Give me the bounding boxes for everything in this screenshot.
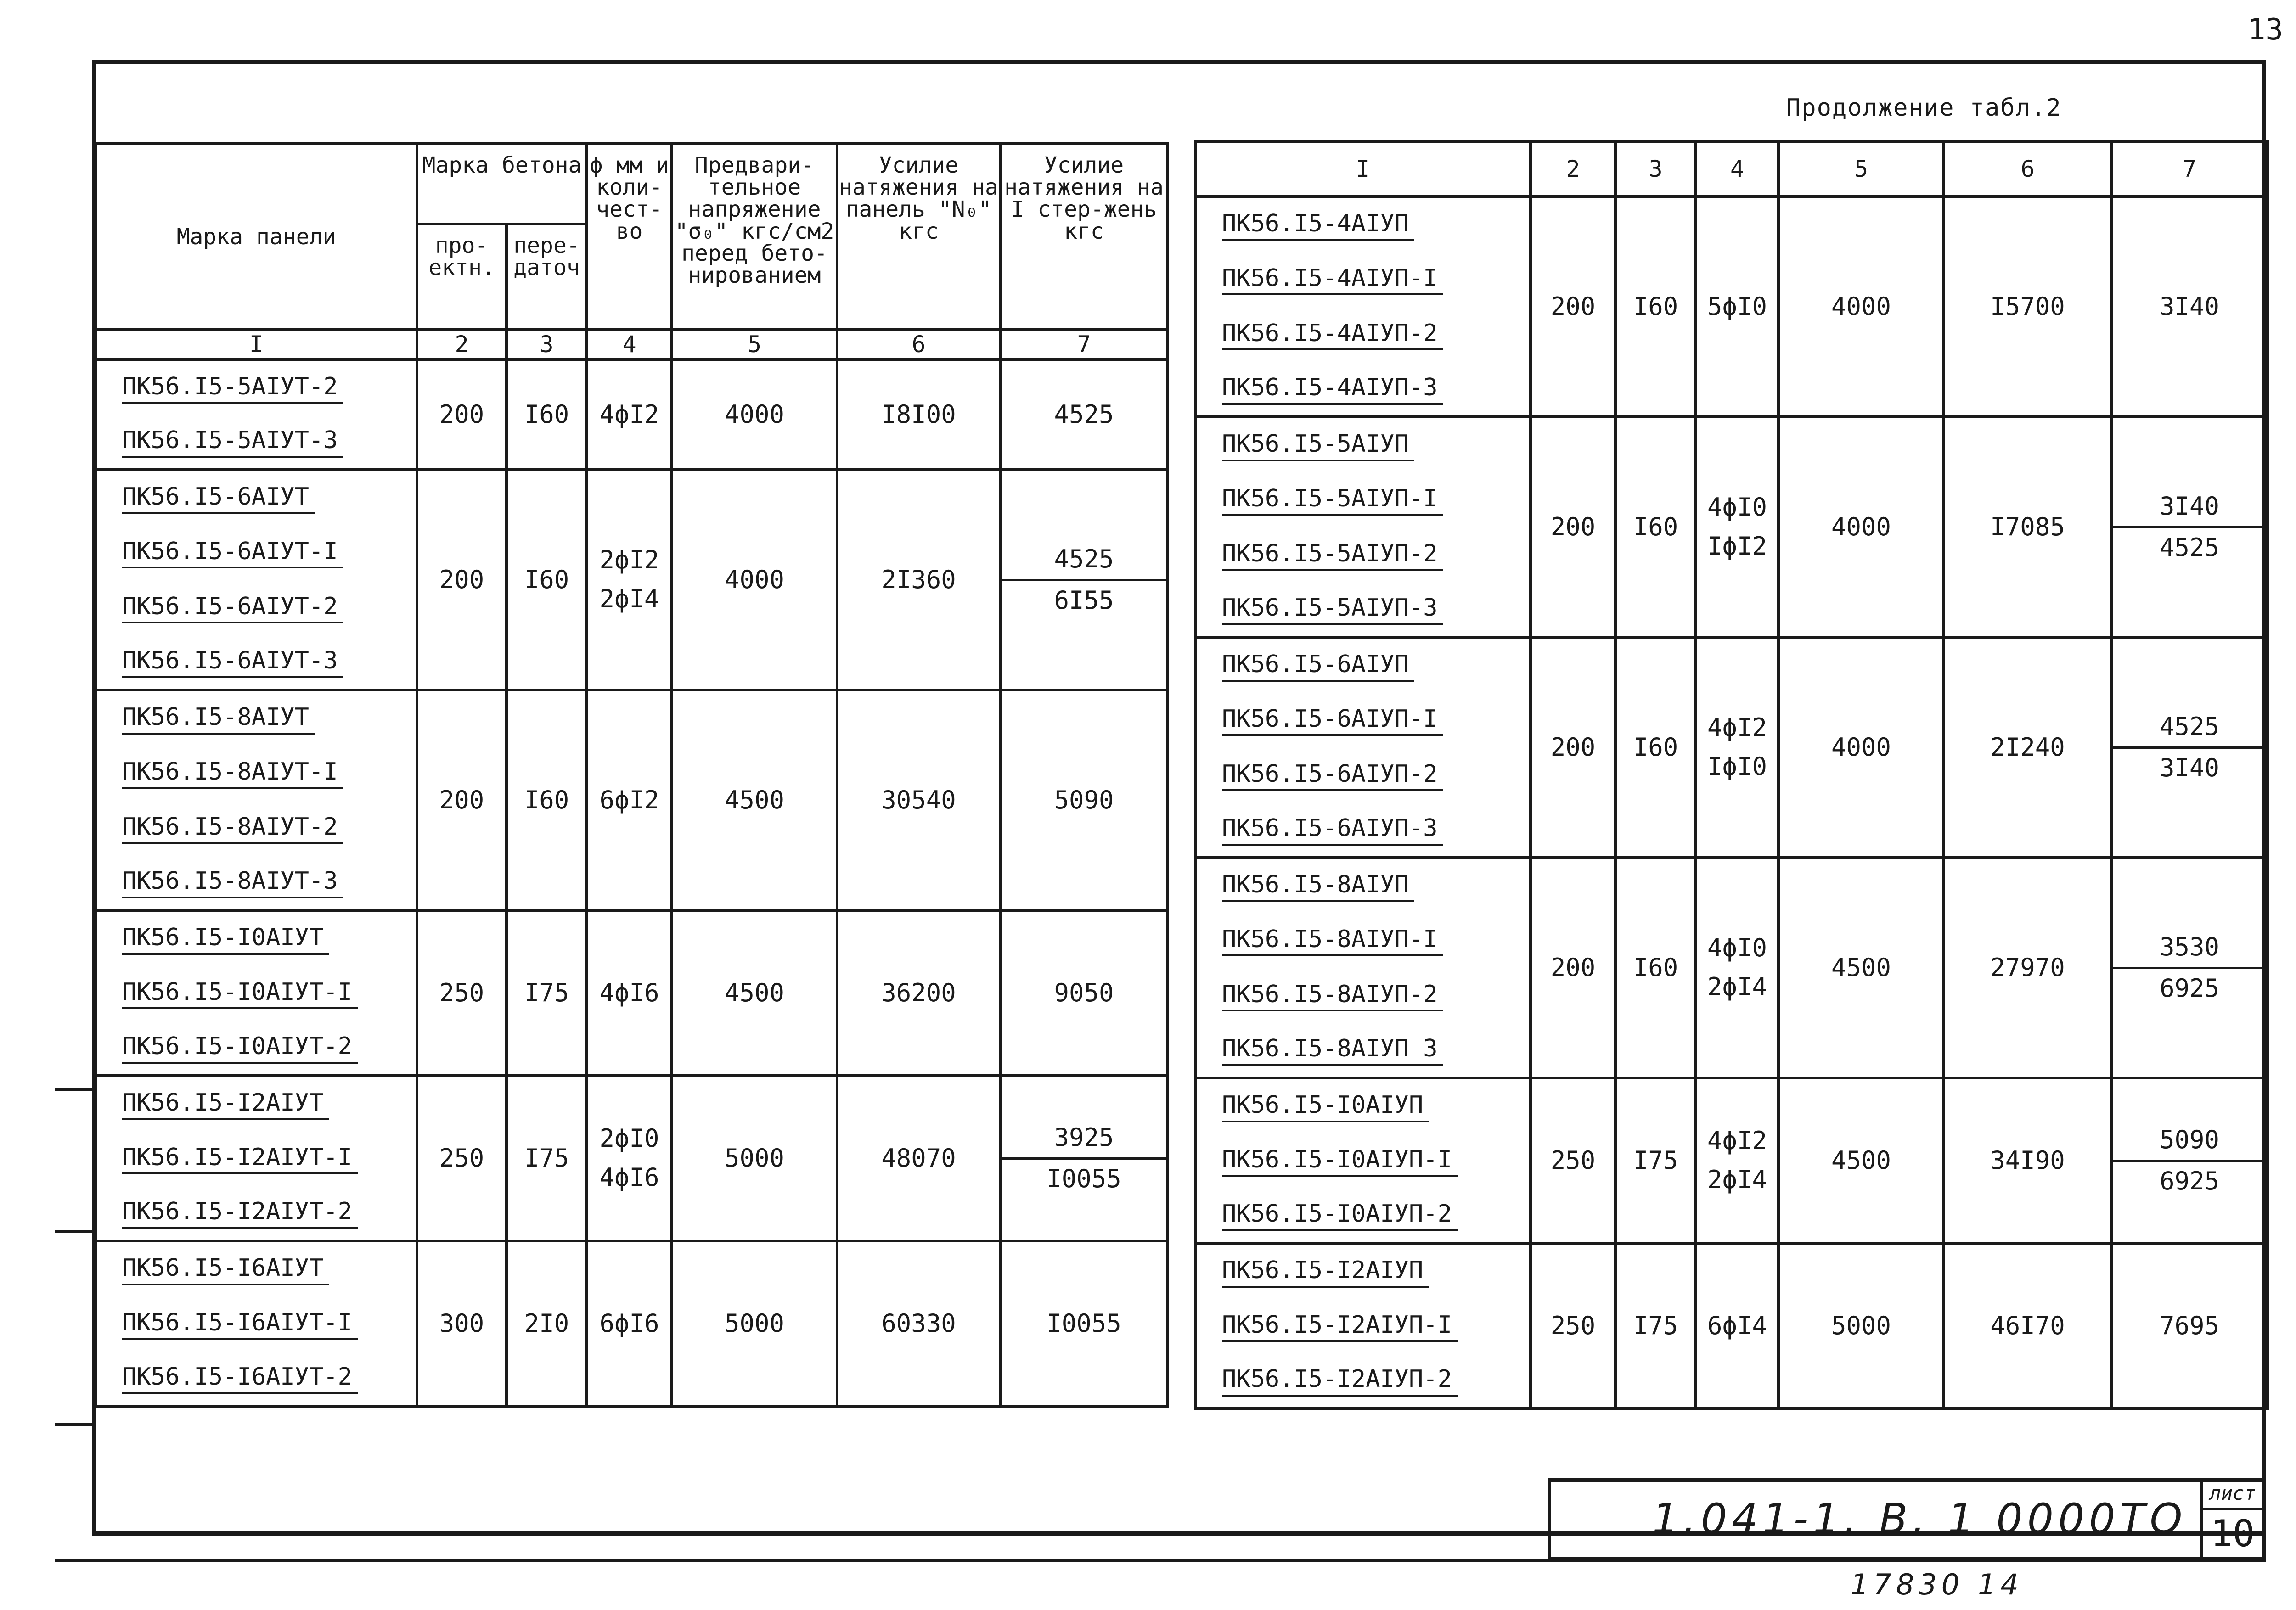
bar-diameter-cell-value: 2ϕI0 (599, 1124, 659, 1153)
table-row (96, 910, 1168, 965)
table-row (1195, 1243, 2268, 1298)
panel-mark-cell (1195, 472, 1531, 527)
panel-mark-cell (1195, 1243, 1531, 1298)
margin-tick (55, 1423, 96, 1426)
panel-force-cell: I5700 (1944, 196, 2111, 417)
panel-mark: ПК56.I5-I6АIУТ (122, 1253, 329, 1285)
panel-mark-cell (96, 359, 417, 415)
panel-mark-cell (1195, 968, 1531, 1023)
panel-mark-cell (1195, 1023, 1531, 1078)
table-row (96, 470, 1168, 525)
prestress-cell: 4000 (672, 470, 837, 690)
panel-mark: ПК56.I5-8АIУТ-3 (122, 866, 343, 898)
bar-diameter-cell (1696, 417, 1778, 637)
transfer-grade-cell: I75 (506, 1076, 587, 1241)
bar-diameter-cell (1696, 1078, 1778, 1243)
bar-force-cell (2111, 1078, 2268, 1243)
prestress-cell: 4500 (672, 690, 837, 910)
bar-diameter-cell (1696, 1243, 1778, 1408)
panel-mark-cell (96, 1186, 417, 1241)
col-number: 2 (417, 330, 506, 359)
panel-mark: ПК56.I5-6АIУП-2 (1222, 759, 1443, 791)
bar-force-cell (2111, 637, 2268, 858)
panel-mark-cell (1195, 637, 1531, 692)
panel-mark: ПК56.I5-I0АIУП-2 (1222, 1199, 1458, 1231)
prestress-cell: 4500 (1778, 858, 1944, 1078)
panel-mark-cell (1195, 362, 1531, 417)
panel-mark-cell (96, 635, 417, 690)
panel-mark-cell (1195, 252, 1531, 307)
title-stamp (1548, 1478, 2266, 1561)
continuation-title: Продолжение табл.2 (1786, 94, 2062, 122)
table-row (1195, 1078, 2268, 1133)
header-prestress: Предвари-тельное напряжение "σ₀" кгс/см2 перед бето-нированием (672, 144, 837, 330)
col-number: 4 (587, 330, 672, 359)
bar-force-cell-value: 3I40 (2113, 746, 2266, 788)
col-number: 5 (1778, 141, 1944, 196)
panel-mark-cell (1195, 582, 1531, 637)
transfer-grade-cell: I60 (1615, 196, 1696, 417)
panel-mark-cell (1195, 527, 1531, 582)
panel-mark-cell (96, 910, 417, 965)
panel-force-cell: 34I90 (1944, 1078, 2111, 1243)
bar-force-cell-value: 9050 (1054, 978, 1114, 1007)
panel-mark: ПК56.I5-8АIУП (1222, 870, 1414, 902)
bar-force-cell-value: 5090 (1054, 785, 1114, 814)
panel-force-cell: 48070 (837, 1076, 1000, 1241)
bar-force-cell (2111, 858, 2268, 1078)
bar-force-cell-value: 6I55 (1002, 579, 1166, 620)
panel-mark-cell (1195, 1078, 1531, 1133)
panel-mark-cell (96, 690, 417, 745)
footer-number: 17830 14 (1851, 1568, 2023, 1601)
bar-diameter-cell-value: IϕI2 (1707, 532, 1767, 561)
design-grade-cell: 200 (1531, 858, 1615, 1078)
panel-force-cell: 60330 (837, 1241, 1000, 1406)
bar-diameter-cell-value: IϕI0 (1707, 752, 1767, 781)
bar-diameter-cell-value: 5ϕI0 (1707, 292, 1767, 321)
bar-diameter-cell (587, 1241, 672, 1406)
bar-diameter-cell-value: 2ϕI2 (599, 545, 659, 575)
transfer-grade-cell: I60 (506, 359, 587, 470)
table-row (1195, 417, 2268, 472)
design-grade-cell: 250 (417, 910, 506, 1076)
sheet-label: лист (2203, 1482, 2262, 1510)
design-grade-cell: 200 (1531, 417, 1615, 637)
panel-mark: ПК56.I5-I2АIУТ-I (122, 1142, 358, 1175)
panel-mark: ПК56.I5-I0АIУТ (122, 922, 329, 955)
transfer-grade-cell: I75 (506, 910, 587, 1076)
panel-mark-cell (1195, 858, 1531, 913)
design-grade-cell: 200 (417, 470, 506, 690)
header-force-bar: Усилие натяжения на I стер-жень кгс (1000, 144, 1168, 330)
panel-mark: ПК56.I5-5АIУП-I (1222, 483, 1443, 516)
table-row (96, 1076, 1168, 1131)
panel-mark: ПК56.I5-8АIУП-I (1222, 924, 1443, 957)
panel-mark-cell (1195, 913, 1531, 968)
panel-mark-cell (1195, 692, 1531, 747)
panel-mark: ПК56.I5-I2АIУТ-2 (122, 1196, 358, 1229)
bar-diameter-cell (587, 470, 672, 690)
header-panel-mark: Марка панели (96, 144, 417, 330)
panel-force-cell: 2I240 (1944, 637, 2111, 858)
prestress-cell: 4000 (1778, 637, 1944, 858)
bar-force-cell-value: 3I40 (2159, 491, 2220, 521)
panel-mark-cell (1195, 196, 1531, 252)
bar-diameter-cell (1696, 858, 1778, 1078)
bar-diameter-cell-value: 4ϕI2 (1707, 1126, 1767, 1156)
table-row (96, 359, 1168, 415)
prestress-cell: 4000 (1778, 196, 1944, 417)
panel-mark: ПК56.I5-I0АIУТ-I (122, 977, 358, 1010)
panel-mark-cell (96, 415, 417, 470)
panel-mark-cell (96, 1351, 417, 1406)
bar-diameter-cell-value: 4ϕI0 (1707, 933, 1767, 963)
panel-mark-cell (96, 1076, 417, 1131)
bar-force-cell-value: 6925 (2113, 1160, 2266, 1201)
margin-tick (55, 1230, 96, 1233)
design-grade-cell: 300 (417, 1241, 506, 1406)
panel-mark: ПК56.I5-I6АIУТ-I (122, 1307, 358, 1340)
bar-force-cell (1000, 1076, 1168, 1241)
design-grade-cell: 250 (1531, 1243, 1615, 1408)
col-number: 3 (506, 330, 587, 359)
panel-mark-cell (96, 1296, 417, 1351)
panel-mark-cell (1195, 1298, 1531, 1353)
bar-force-cell-value: 6925 (2113, 967, 2266, 1008)
bar-diameter-cell-value: 4ϕI2 (599, 399, 659, 429)
bar-diameter-cell-value: 4ϕI6 (599, 1163, 659, 1192)
bar-force-cell (2111, 196, 2268, 417)
panel-mark: ПК56.I5-6АIУП-3 (1222, 813, 1443, 846)
bar-diameter-cell (1696, 637, 1778, 858)
top-page-number: 13 (2248, 13, 2284, 47)
panel-mark: ПК56.I5-I0АIУП-I (1222, 1144, 1458, 1177)
left-reinforcement-table (94, 142, 1169, 1408)
table-row (1195, 637, 2268, 692)
sheet-number: 10 (2210, 1512, 2255, 1555)
bar-diameter-cell (1696, 196, 1778, 417)
design-grade-cell: 250 (1531, 1078, 1615, 1243)
bar-diameter-cell-value: 2ϕI4 (1707, 972, 1767, 1001)
transfer-grade-cell: 2I0 (506, 1241, 587, 1406)
panel-mark-cell (1195, 1353, 1531, 1408)
panel-mark: ПК56.I5-I2АIУП-2 (1222, 1364, 1458, 1397)
panel-mark: ПК56.I5-6АIУТ-3 (122, 645, 343, 678)
col-number: 6 (837, 330, 1000, 359)
panel-force-cell: I8I00 (837, 359, 1000, 470)
bar-force-cell-value: 7695 (2159, 1311, 2220, 1340)
bar-force-cell-value: 3I40 (2159, 292, 2220, 321)
transfer-grade-cell: I60 (506, 690, 587, 910)
bar-force-cell (1000, 690, 1168, 910)
panel-mark-cell (96, 470, 417, 525)
transfer-grade-cell: I60 (1615, 637, 1696, 858)
bar-diameter-cell-value: 4ϕI0 (1707, 493, 1767, 522)
panel-force-cell: 46I70 (1944, 1243, 2111, 1408)
panel-mark: ПК56.I5-4АIУП-2 (1222, 318, 1443, 351)
panel-mark: ПК56.I5-6АIУП-I (1222, 704, 1443, 736)
header-transfer-grade: пере-даточ (506, 224, 587, 330)
panel-mark: ПК56.I5-I2АIУП-I (1222, 1310, 1458, 1342)
bar-force-cell-value: 3925 (1054, 1122, 1114, 1152)
panel-mark-cell (96, 1131, 417, 1186)
transfer-grade-cell: I60 (506, 470, 587, 690)
bar-diameter-cell (587, 1076, 672, 1241)
panel-mark: ПК56.I5-8АIУТ-I (122, 757, 343, 789)
bar-force-cell (1000, 1241, 1168, 1406)
col-number: 7 (1000, 330, 1168, 359)
bar-diameter-cell (587, 910, 672, 1076)
transfer-grade-cell: I75 (1615, 1078, 1696, 1243)
bar-force-cell (1000, 359, 1168, 470)
panel-mark: ПК56.I5-6АIУТ-I (122, 536, 343, 569)
panel-mark-cell (1195, 307, 1531, 362)
bar-force-cell-value: I0055 (1002, 1157, 1166, 1199)
panel-mark-cell (1195, 802, 1531, 858)
panel-mark: ПК56.I5-4АIУП-3 (1222, 372, 1443, 405)
panel-mark-cell (1195, 1188, 1531, 1243)
transfer-grade-cell: I60 (1615, 858, 1696, 1078)
bar-diameter-cell-value: 6ϕI4 (1707, 1311, 1767, 1340)
panel-mark-cell (1195, 747, 1531, 802)
panel-mark-cell (96, 580, 417, 635)
prestress-cell: 4000 (672, 359, 837, 470)
panel-mark: ПК56.I5-8АIУП-2 (1222, 979, 1443, 1012)
table-row (1195, 196, 2268, 252)
bar-force-cell (2111, 417, 2268, 637)
bar-diameter-cell (587, 690, 672, 910)
design-grade-cell: 200 (417, 359, 506, 470)
design-grade-cell: 200 (1531, 637, 1615, 858)
col-number: I (1195, 141, 1531, 196)
prestress-cell: 5000 (672, 1076, 837, 1241)
prestress-cell: 5000 (1778, 1243, 1944, 1408)
table-row (96, 1241, 1168, 1296)
panel-mark: ПК56.I5-4АIУП (1222, 208, 1414, 241)
panel-force-cell: 27970 (1944, 858, 2111, 1078)
panel-mark: ПК56.I5-I0АIУП (1222, 1090, 1429, 1122)
panel-mark: ПК56.I5-6АIУТ-2 (122, 591, 343, 624)
col-number: 5 (672, 330, 837, 359)
col-number: 6 (1944, 141, 2111, 196)
panel-mark-cell (1195, 1133, 1531, 1188)
panel-mark: ПК56.I5-6АIУТ (122, 482, 315, 514)
panel-mark-cell (96, 525, 417, 580)
design-grade-cell: 250 (417, 1076, 506, 1241)
bar-force-cell (1000, 910, 1168, 1076)
right-reinforcement-table (1194, 140, 2269, 1410)
bar-diameter-cell-value: 2ϕI4 (1707, 1165, 1767, 1194)
bar-diameter-cell-value: 2ϕI4 (599, 584, 659, 613)
table-row (1195, 858, 2268, 913)
panel-mark-cell (1195, 417, 1531, 472)
panel-mark: ПК56.I5-I6АIУТ-2 (122, 1362, 358, 1394)
panel-mark: ПК56.I5-I2АIУП (1222, 1255, 1429, 1288)
panel-mark: ПК56.I5-8АIУП 3 (1222, 1033, 1443, 1066)
prestress-cell: 4500 (1778, 1078, 1944, 1243)
panel-force-cell: 2I360 (837, 470, 1000, 690)
panel-mark-cell (96, 800, 417, 855)
panel-mark-cell (96, 965, 417, 1021)
panel-mark: ПК56.I5-5АIУП-2 (1222, 539, 1443, 571)
bar-diameter-cell-value: 6ϕI6 (599, 1308, 659, 1338)
panel-mark-cell (96, 745, 417, 800)
prestress-cell: 4000 (1778, 417, 1944, 637)
panel-force-cell: 36200 (837, 910, 1000, 1076)
panel-mark: ПК56.I5-8АIУТ (122, 702, 315, 735)
transfer-grade-cell: I60 (1615, 417, 1696, 637)
col-number: 2 (1531, 141, 1615, 196)
panel-mark-cell (96, 1021, 417, 1076)
bar-force-cell (1000, 470, 1168, 690)
bar-diameter-cell-value: 6ϕI2 (599, 785, 659, 814)
sheet-number-box (2200, 1482, 2262, 1557)
panel-mark: ПК56.I5-4АIУП-I (1222, 263, 1443, 296)
bar-force-cell-value: 4525 (2159, 712, 2220, 741)
panel-mark: ПК56.I5-5АIУТ-3 (122, 425, 343, 458)
col-number: 7 (2111, 141, 2268, 196)
document-code: 1.041-1. В. 1 0000ТО (1652, 1495, 2187, 1543)
panel-force-cell: I7085 (1944, 417, 2111, 637)
header-design-grade: про-ектн. (417, 224, 506, 330)
prestress-cell: 4500 (672, 910, 837, 1076)
prestress-cell: 5000 (672, 1241, 837, 1406)
design-grade-cell: 200 (1531, 196, 1615, 417)
bar-force-cell-value: 4525 (1054, 544, 1114, 573)
header-diameter-quantity: ϕ мм и коли-чест-во (587, 144, 672, 330)
bar-force-cell (2111, 1243, 2268, 1408)
panel-mark: ПК56.I5-5АIУП-3 (1222, 593, 1443, 625)
transfer-grade-cell: I75 (1615, 1243, 1696, 1408)
panel-mark: ПК56.I5-6АIУП (1222, 649, 1414, 682)
header-force-panel: Усилие натяжения на панель "N₀" кгс (837, 144, 1000, 330)
panel-mark: ПК56.I5-5АIУТ-2 (122, 371, 343, 404)
table-row (96, 690, 1168, 745)
col-number: 4 (1696, 141, 1778, 196)
bar-diameter-cell-value: 4ϕI6 (599, 978, 659, 1007)
panel-mark: ПК56.I5-8АIУТ-2 (122, 812, 343, 844)
col-number: I (96, 330, 417, 359)
panel-mark: ПК56.I5-5АIУП (1222, 429, 1414, 461)
panel-mark: ПК56.I5-I2АIУТ (122, 1088, 329, 1120)
bar-force-cell-value: 3530 (2159, 932, 2220, 961)
bar-diameter-cell-value: 4ϕI2 (1707, 713, 1767, 742)
margin-tick (55, 1088, 96, 1091)
bar-force-cell-value: 4525 (2113, 526, 2266, 567)
panel-mark-cell (96, 1241, 417, 1296)
design-grade-cell: 200 (417, 690, 506, 910)
col-number: 3 (1615, 141, 1696, 196)
bar-diameter-cell (587, 359, 672, 470)
bar-force-cell-value: I0055 (1047, 1308, 1121, 1338)
bar-force-cell-value: 5090 (2159, 1125, 2220, 1154)
panel-mark-cell (96, 855, 417, 910)
bar-force-cell-value: 4525 (1054, 399, 1114, 429)
header-concrete-grade: Марка бетона (417, 144, 587, 224)
panel-force-cell: 30540 (837, 690, 1000, 910)
panel-mark: ПК56.I5-I0АIУТ-2 (122, 1031, 358, 1064)
